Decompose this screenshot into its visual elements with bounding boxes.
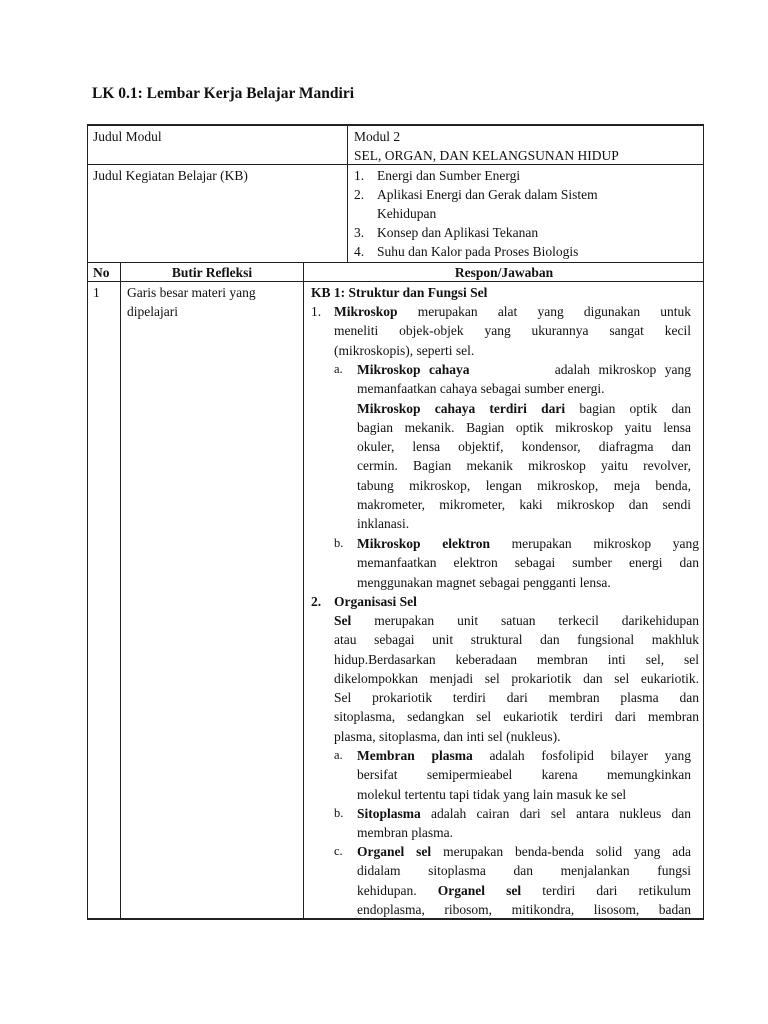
kb-item-number: 1. — [354, 168, 365, 183]
term: Sel — [334, 613, 352, 628]
kb-item: Kehidupan — [377, 206, 437, 221]
col-divider — [303, 262, 304, 920]
term: Mikroskop elektron — [357, 536, 490, 551]
section-heading: Organisasi Sel — [334, 594, 417, 609]
term: Mikroskop — [334, 304, 398, 319]
column-header-respon: Respon/Jawaban — [454, 265, 554, 280]
butir-text: Garis besar materi yang — [127, 285, 256, 300]
kb-item-number: 3. — [354, 225, 365, 240]
section-number: 1. — [311, 304, 322, 319]
list-item-text: Membran plasma adalah fosfolipid bilayer yang bersifat semipermieabel karena memungkinkan molekul tertentu tapi tidak yang lain masuk ke sel — [357, 748, 692, 802]
list-item-text: Mikroskop cahaya adalah mikroskop yang memanfaatkan cahaya sebagai sumber energi. Mikroskop cahaya terdiri dari bagian optik dan bagian mekanik. Bagian optik mikroskop yaitu lensa okuler, lensa objektif, kondensor, diafragma dan cermin. Bagian mekanik mikroskop yaitu revolver, tabung mikroskop, lengan mikroskop, meja benda, makrometer, mikrometer, kaki mikroskop dan sendi inklanasi. — [357, 362, 692, 532]
column-header-no: No — [93, 265, 110, 280]
col-divider — [347, 124, 348, 263]
list-marker: b. — [334, 806, 344, 820]
list-item-text: Mikroskop elektron merupakan mikroskop yang memanfaatkan elektron sebagai sumber energi dan menggunakan magnet sebagai pengganti lensa. — [357, 536, 700, 590]
list-item-text: Organel sel merupakan benda-benda solid yang ada didalam sitoplasma dan menjalankan fungsi kehidupan. Organel sel terdiri dari retikulum endoplasma, ribosom, mitikondra, lisosom, badan — [357, 844, 692, 917]
list-marker: b. — [334, 536, 344, 550]
section-number: 2. — [311, 594, 322, 609]
col-divider — [120, 262, 121, 920]
term: Membran plasma — [357, 748, 473, 763]
term: Organel sel — [357, 844, 432, 859]
kb-item: Energi dan Sumber Energi — [377, 168, 521, 183]
list-item-text: Sitoplasma adalah cairan dari sel antara nukleus dan membran plasma. — [357, 806, 691, 841]
kb-item: Suhu dan Kalor pada Proses Biologis — [377, 244, 579, 259]
row-number: 1 — [93, 285, 100, 300]
kb-item: Aplikasi Energi dan Gerak dalam Sistem — [377, 187, 598, 202]
list-marker: a. — [334, 362, 343, 376]
section-text: Sel merupakan unit satuan terkecil darikehidupan atau sebagai unit struktural dan fungsional makhluk hidup.Berdasarkan keberadaan membran inti sel, sel dikelompokkan menjadi sel prokariotik dan sel eukariotik. Sel prokariotik terdiri dari membran plasma dan sitoplasma, sedangkan sel eukariotik terdiri dari membran plasma, sitoplasma, dan inti sel (nukleus). — [334, 613, 699, 744]
butir-text: dipelajari — [127, 304, 178, 319]
module-label: Judul Modul — [93, 129, 162, 144]
module-value: SEL, ORGAN, DAN KELANGSUNAN HIDUP — [354, 148, 619, 163]
section-text: Mikroskop merupakan alat yang digunakan untuk meneliti objek-objek yang ukurannya sangat kecil (mikroskopis), seperti sel. — [334, 304, 691, 358]
kb-label: Judul Kegiatan Belajar (KB) — [93, 168, 248, 183]
column-header-butir: Butir Refleksi — [171, 265, 253, 280]
page-title: LK 0.1: Lembar Kerja Belajar Mandiri — [92, 85, 355, 102]
kb-item: Konsep dan Aplikasi Tekanan — [377, 225, 539, 240]
term: Sitoplasma — [357, 806, 421, 821]
kb-heading: KB 1: Struktur dan Fungsi Sel — [311, 285, 488, 300]
kb-item-number: 2. — [354, 187, 365, 202]
term: Mikroskop cahaya terdiri dari — [357, 400, 566, 416]
kb-item-number: 4. — [354, 244, 365, 259]
list-marker: c. — [334, 844, 343, 858]
term: Mikroskop cahaya — [357, 362, 470, 377]
module-value: Modul 2 — [354, 129, 401, 144]
term: Organel sel — [437, 882, 522, 898]
list-marker: a. — [334, 748, 343, 762]
